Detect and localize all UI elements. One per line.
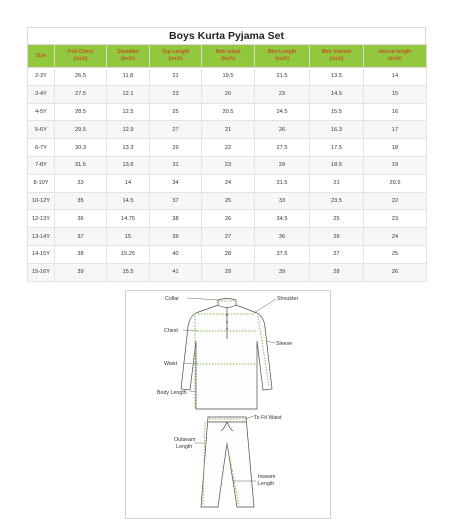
cell-sleeve-length: 26 (364, 263, 427, 281)
cell-btm-waist: 27 (202, 228, 255, 246)
cell-full-chest: 37 (55, 228, 107, 246)
cell-btm-length: 27.5 (255, 139, 310, 157)
label-waist: Waist (164, 361, 178, 367)
header-row (28, 45, 427, 68)
measurement-diagram (125, 290, 331, 519)
cell-btm-inseam: 16.3 (310, 121, 364, 139)
header-btm-waist: Btm waist (inch) (202, 45, 255, 68)
label-body-length: Body Length (157, 390, 187, 396)
header-btm-length: Btm Length (inch) (255, 45, 310, 68)
cell-top-length: 27 (150, 121, 202, 139)
label-shoulder: Shoulder (277, 296, 299, 302)
cell-full-chest: 36 (55, 210, 107, 228)
cell-sleeve-length: 24 (364, 228, 427, 246)
table-row (28, 156, 427, 174)
cell-btm-inseam: 25 (310, 210, 364, 228)
cell-btm-inseam: 18.5 (310, 156, 364, 174)
cell-top-length: 38 (150, 210, 202, 228)
table-row (28, 192, 427, 210)
label-inseam: Inseam (258, 474, 276, 480)
cell-btm-waist: 28 (202, 245, 255, 263)
table-row (28, 103, 427, 121)
header-shoulder: Shoulder (inch) (107, 45, 150, 68)
cell-full-chest: 38 (55, 245, 107, 263)
table-row (28, 139, 427, 157)
cell-btm-inseam: 28 (310, 263, 364, 281)
cell-top-length: 29 (150, 139, 202, 157)
cell-btm-inseam: 26 (310, 228, 364, 246)
cell-btm-waist: 29 (202, 263, 255, 281)
cell-shoulder: 14.5 (107, 192, 150, 210)
cell-top-length: 21 (150, 68, 202, 86)
label-chest: Chest (164, 328, 178, 334)
cell-size: 15-16Y (28, 263, 55, 281)
chart-title: Boys Kurta Pyjama Set (27, 27, 426, 44)
cell-shoulder: 12.5 (107, 103, 150, 121)
cell-btm-length: 39 (255, 263, 310, 281)
cell-size: 2-3Y (28, 68, 55, 86)
cell-btm-length: 31.5 (255, 174, 310, 192)
cell-btm-length: 33 (255, 192, 310, 210)
cell-full-chest: 28.5 (55, 103, 107, 121)
label-collar: Collar (165, 296, 179, 302)
cell-btm-waist: 23 (202, 156, 255, 174)
cell-top-length: 34 (150, 174, 202, 192)
cell-top-length: 41 (150, 263, 202, 281)
cell-sleeve-length: 19 (364, 156, 427, 174)
cell-full-chest: 39 (55, 263, 107, 281)
cell-sleeve-length: 16 (364, 103, 427, 121)
cell-size: 10-12Y (28, 192, 55, 210)
cell-btm-length: 36 (255, 228, 310, 246)
cell-full-chest: 29.5 (55, 121, 107, 139)
table-row (28, 121, 427, 139)
cell-btm-length: 29 (255, 156, 310, 174)
label-sleeve: Sleeve (276, 341, 293, 347)
header-btm-inseam: Btm Inseam (inch) (310, 45, 364, 68)
cell-shoulder: 13.3 (107, 139, 150, 157)
cell-top-length: 40 (150, 245, 202, 263)
header-top-length: Top Length (inch) (150, 45, 202, 68)
cell-btm-waist: 26 (202, 210, 255, 228)
cell-full-chest: 31.5 (55, 156, 107, 174)
cell-shoulder: 12.9 (107, 121, 150, 139)
cell-top-length: 31 (150, 156, 202, 174)
cell-shoulder: 12.1 (107, 85, 150, 103)
cell-sleeve-length: 15 (364, 85, 427, 103)
cell-size: 13-14Y (28, 228, 55, 246)
cell-shoulder: 11.8 (107, 68, 150, 86)
table-row (28, 210, 427, 228)
table-row (28, 85, 427, 103)
table-row (28, 228, 427, 246)
cell-btm-length: 34.5 (255, 210, 310, 228)
label-outseam: Outseam (174, 437, 196, 443)
table-row (28, 263, 427, 281)
cell-size: 14-15Y (28, 245, 55, 263)
cell-size: 4-5Y (28, 103, 55, 121)
cell-size: 3-4Y (28, 85, 55, 103)
cell-btm-inseam: 14.5 (310, 85, 364, 103)
cell-full-chest: 35 (55, 192, 107, 210)
cell-shoulder: 15.25 (107, 245, 150, 263)
cell-btm-inseam: 15.5 (310, 103, 364, 121)
size-chart (27, 27, 426, 282)
cell-btm-waist: 24 (202, 174, 255, 192)
cell-btm-inseam: 27 (310, 245, 364, 263)
cell-full-chest: 26.5 (55, 68, 107, 86)
cell-btm-waist: 25 (202, 192, 255, 210)
cell-sleeve-length: 17 (364, 121, 427, 139)
cell-sleeve-length: 22 (364, 192, 427, 210)
cell-top-length: 25 (150, 103, 202, 121)
cell-btm-waist: 20.5 (202, 103, 255, 121)
cell-btm-length: 21.5 (255, 68, 310, 86)
cell-full-chest: 27.5 (55, 85, 107, 103)
cell-size: 5-6Y (28, 121, 55, 139)
cell-full-chest: 30.3 (55, 139, 107, 157)
cell-shoulder: 15 (107, 228, 150, 246)
cell-btm-length: 37.5 (255, 245, 310, 263)
kurta-pyjama-illustration (126, 291, 330, 518)
cell-btm-inseam: 17.5 (310, 139, 364, 157)
cell-shoulder: 15.5 (107, 263, 150, 281)
cell-size: 8-10Y (28, 174, 55, 192)
label-outseam-length: Length (176, 444, 193, 450)
cell-size: 6-7Y (28, 139, 55, 157)
cell-btm-inseam: 23.5 (310, 192, 364, 210)
cell-shoulder: 14.75 (107, 210, 150, 228)
table-row (28, 245, 427, 263)
cell-top-length: 39 (150, 228, 202, 246)
cell-shoulder: 13.6 (107, 156, 150, 174)
cell-size: 12-13Y (28, 210, 55, 228)
cell-btm-waist: 19.5 (202, 68, 255, 86)
cell-sleeve-length: 23 (364, 210, 427, 228)
cell-btm-length: 24.5 (255, 103, 310, 121)
cell-btm-inseam: 21 (310, 174, 364, 192)
header-full-chest: Full Chest (inch) (55, 45, 107, 68)
cell-sleeve-length: 14 (364, 68, 427, 86)
cell-btm-waist: 22 (202, 139, 255, 157)
cell-btm-length: 26 (255, 121, 310, 139)
cell-shoulder: 14 (107, 174, 150, 192)
cell-sleeve-length: 25 (364, 245, 427, 263)
size-table (27, 44, 427, 282)
cell-btm-length: 23 (255, 85, 310, 103)
cell-btm-inseam: 13.5 (310, 68, 364, 86)
cell-top-length: 37 (150, 192, 202, 210)
cell-sleeve-length: 20.5 (364, 174, 427, 192)
cell-full-chest: 33 (55, 174, 107, 192)
cell-size: 7-8Y (28, 156, 55, 174)
cell-btm-waist: 20 (202, 85, 255, 103)
label-inseam-length: Length (258, 481, 275, 487)
cell-sleeve-length: 18 (364, 139, 427, 157)
cell-btm-waist: 21 (202, 121, 255, 139)
header-size: Size (28, 45, 55, 68)
label-to-fit-waist: To Fit Waist (254, 415, 282, 421)
table-row (28, 68, 427, 86)
cell-top-length: 23 (150, 85, 202, 103)
table-row (28, 174, 427, 192)
header-sleeve-length: sleeve length (inch) (364, 45, 427, 68)
